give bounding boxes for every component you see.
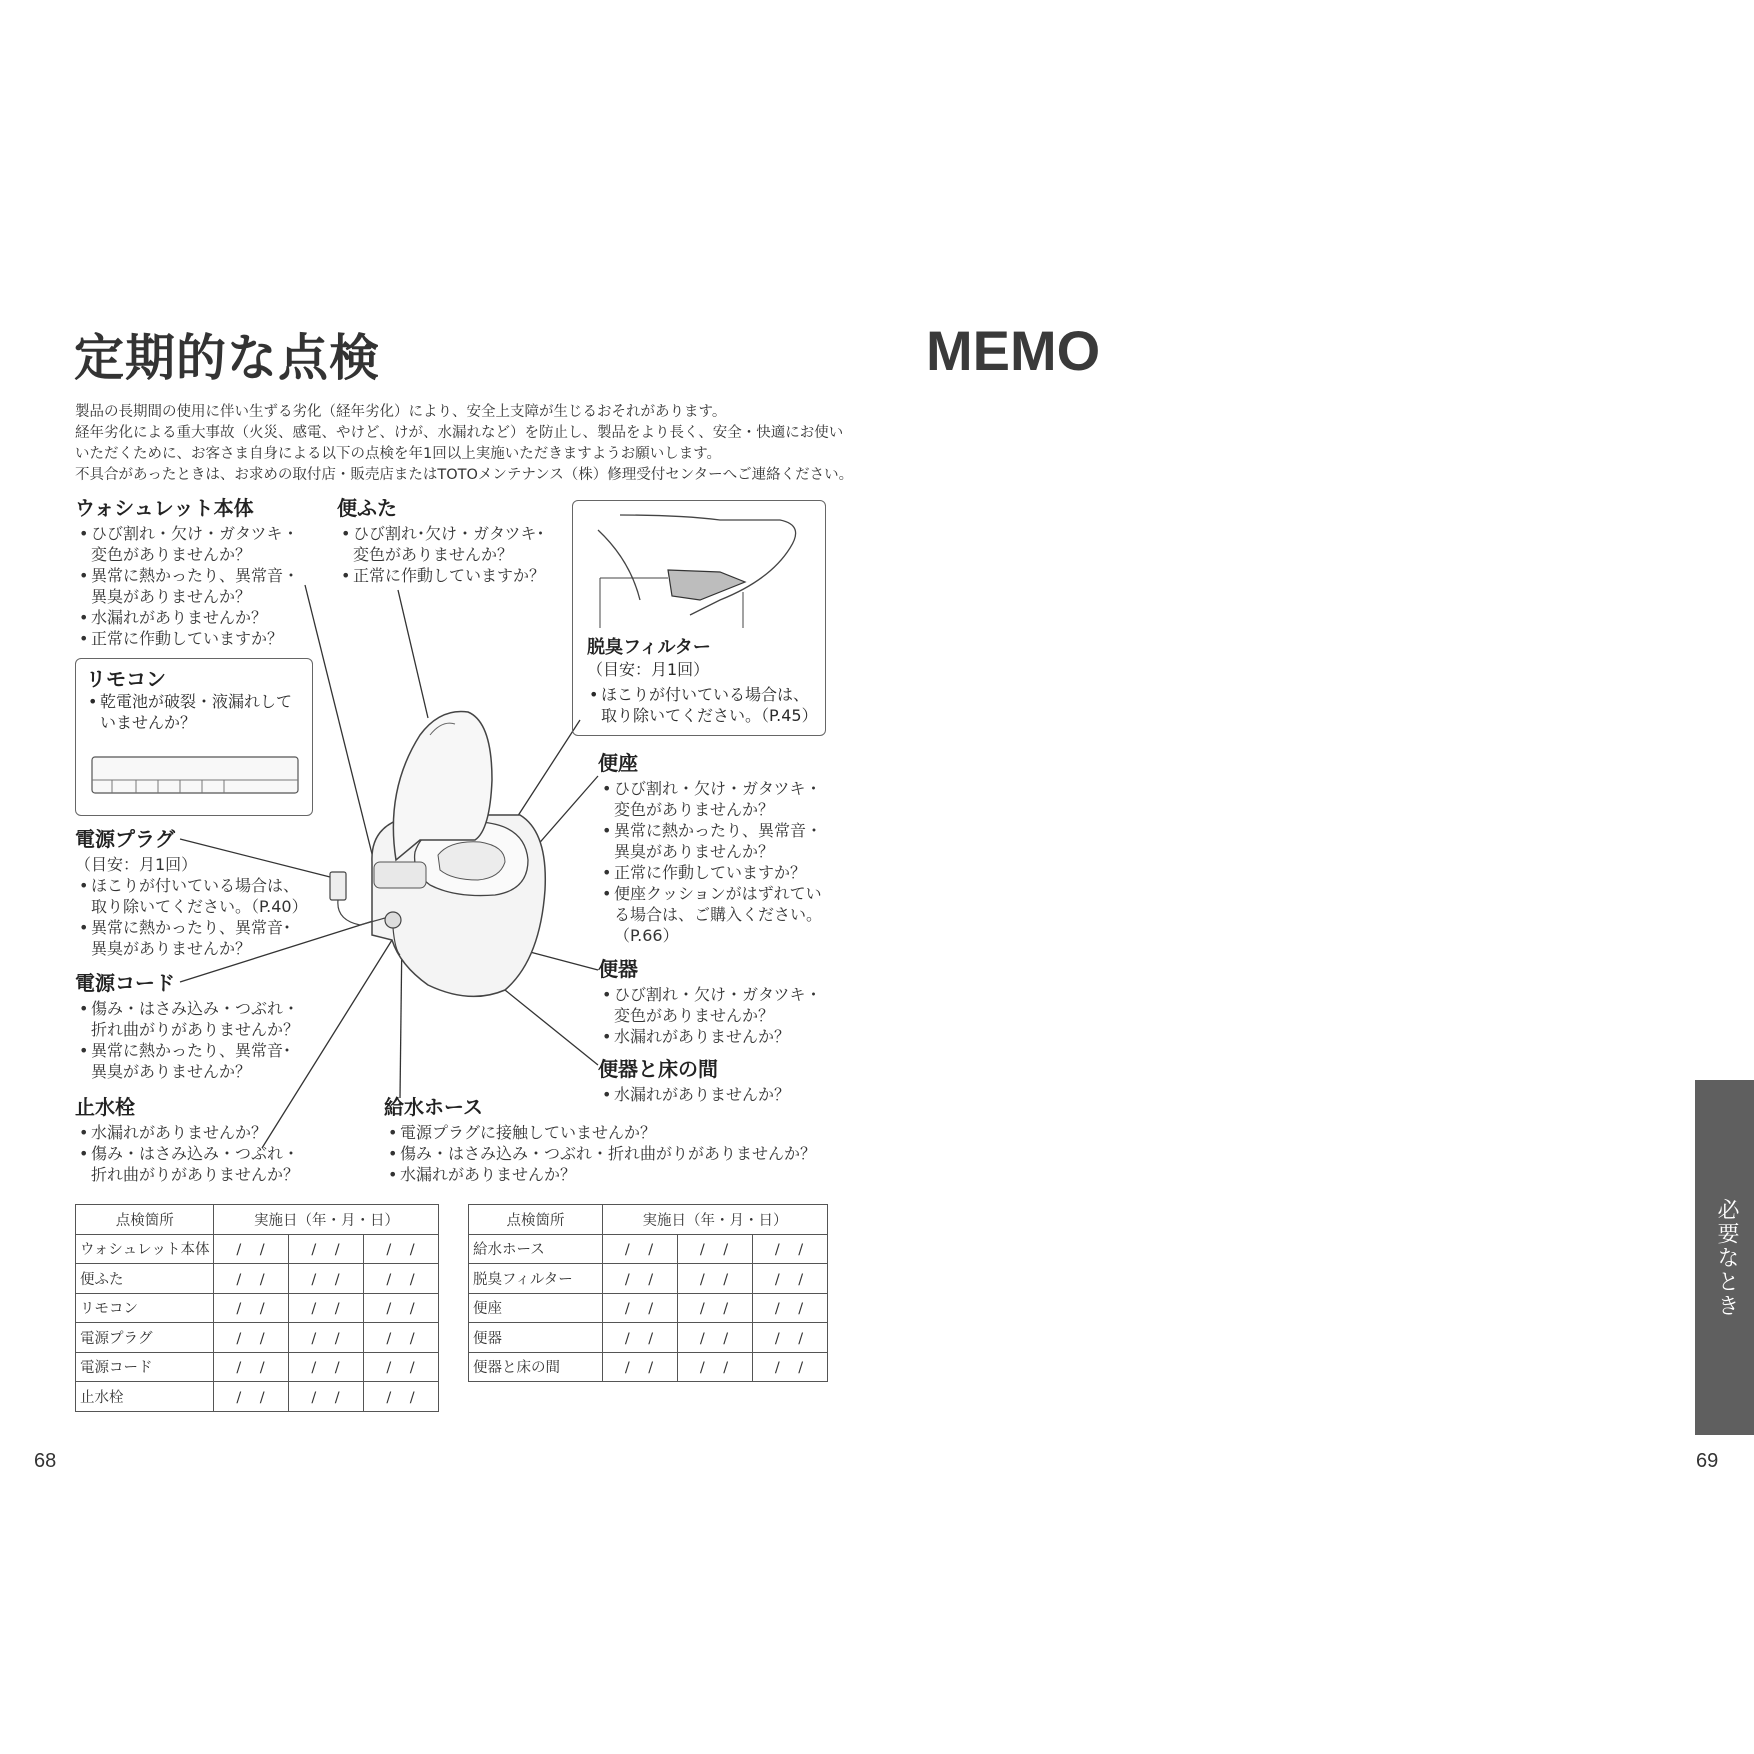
date-cell[interactable]: / / <box>364 1352 439 1382</box>
check-item: • 乾電池が破裂・液漏れして いませんか？ <box>86 691 292 733</box>
check-item: • ひび割れ･欠け・ガタツキ･ 変色がありませんか？ <box>337 523 545 565</box>
check-item: • ひび割れ・欠け・ガタツキ・ 変色がありませんか？ <box>75 523 299 565</box>
date-cell[interactable]: / / <box>289 1323 364 1353</box>
intro-line: いただくために、お客さま自身による以下の点検を年1回以上実施いただきますようお願いします。 <box>75 446 722 462</box>
check-item: • 傷み・はさみ込み・つぶれ・折れ曲がりがありませんか？ <box>384 1143 816 1164</box>
section-heading: 便座 <box>598 751 638 775</box>
intro-line: 製品の長期間の使用に伴い生ずる劣化（経年劣化）により、安全上支障が生じるおそれがあります。 <box>75 404 727 420</box>
check-item: • 水漏れがありませんか？ <box>75 607 299 628</box>
leader-bowl <box>530 952 598 970</box>
power-plug-icon <box>330 872 346 900</box>
date-cell[interactable]: / / <box>364 1264 439 1294</box>
date-cell[interactable]: / / <box>603 1352 678 1382</box>
table-header-place: 点検箇所 <box>469 1205 603 1235</box>
date-cell[interactable]: / / <box>289 1352 364 1382</box>
date-cell[interactable]: / / <box>753 1234 828 1264</box>
section-heading: 便器 <box>598 957 638 981</box>
date-cell[interactable]: / / <box>214 1234 289 1264</box>
leader-floor <box>505 990 598 1065</box>
inspection-table-right <box>468 1204 828 1382</box>
check-item: • ひび割れ・欠け・ガタツキ・ 変色がありませんか？ <box>598 778 822 820</box>
check-item: • 水漏れがありませんか？ <box>75 1122 299 1143</box>
section-heading: 電源コード <box>75 971 175 995</box>
date-cell[interactable]: / / <box>364 1382 439 1412</box>
date-cell[interactable]: / / <box>289 1264 364 1294</box>
table-row: 便ふた / / / / / / <box>76 1264 439 1294</box>
section-seat <box>598 750 822 946</box>
check-item: • 正常に作動していますか？ <box>337 565 545 586</box>
table-row: 給水ホース / / / / / / <box>469 1234 828 1264</box>
date-cell[interactable]: / / <box>603 1323 678 1353</box>
check-item: • 水漏れがありませんか？ <box>598 1026 822 1047</box>
date-cell[interactable]: / / <box>603 1234 678 1264</box>
check-item: • 正常に作動していますか？ <box>598 862 822 883</box>
check-item: • 水漏れがありませんか？ <box>598 1084 790 1105</box>
check-item: • 傷み・はさみ込み・つぶれ・ 折れ曲がりがありませんか？ <box>75 998 299 1040</box>
leader-washlet <box>305 585 374 862</box>
date-cell[interactable]: / / <box>214 1323 289 1353</box>
date-cell[interactable]: / / <box>214 1382 289 1412</box>
page-title-left: 定期的な点検 <box>74 329 380 387</box>
table-row: 止水栓 / / / / / / <box>76 1382 439 1412</box>
date-cell[interactable]: / / <box>364 1323 439 1353</box>
table-row: リモコン / / / / / / <box>76 1293 439 1323</box>
date-cell[interactable]: / / <box>214 1264 289 1294</box>
section-cord <box>75 970 299 1082</box>
check-item: • ほこりが付いている場合は、 取り除いてください。（P.40） <box>75 875 308 917</box>
toilet-lid <box>393 711 492 860</box>
date-cell[interactable]: / / <box>678 1293 753 1323</box>
section-heading: ウォシュレット本体 <box>75 496 254 520</box>
date-cell[interactable]: / / <box>214 1293 289 1323</box>
section-interval: （目安：月1回） <box>75 855 198 874</box>
date-cell[interactable]: / / <box>603 1293 678 1323</box>
washlet-unit <box>374 862 426 888</box>
date-cell[interactable]: / / <box>678 1264 753 1294</box>
side-tab-label: 必要なとき <box>1714 1198 1739 1318</box>
section-bowl <box>598 956 822 1047</box>
check-item: • ひび割れ・欠け・ガタツキ・ 変色がありませんか？ <box>598 984 822 1026</box>
check-item: • 異常に熱かったり、異常音･ 異臭がありませんか？ <box>75 1040 299 1082</box>
table-row: 便器 / / / / / / <box>469 1323 828 1353</box>
section-plug <box>75 826 308 959</box>
table-row: ウォシュレット本体 / / / / / / <box>76 1234 439 1264</box>
page-number-left: 68 <box>34 1450 57 1472</box>
toilet-bowl-opening <box>438 842 505 880</box>
section-washlet <box>75 495 299 649</box>
section-heading: 止水栓 <box>75 1095 135 1119</box>
water-valve-icon <box>385 912 401 928</box>
check-item: • ほこりが付いている場合は、 取り除いてください。（P.45） <box>587 684 818 726</box>
date-cell[interactable]: / / <box>364 1234 439 1264</box>
table-row: 脱臭フィルター / / / / / / <box>469 1264 828 1294</box>
toilet-illustration <box>330 711 545 996</box>
table-header-date: 実施日（年・月・日） <box>603 1205 828 1235</box>
table-row: 便座 / / / / / / <box>469 1293 828 1323</box>
table-row: 電源プラグ / / / / / / <box>76 1323 439 1353</box>
date-cell[interactable]: / / <box>289 1234 364 1264</box>
date-cell[interactable]: / / <box>678 1352 753 1382</box>
date-cell[interactable]: / / <box>753 1352 828 1382</box>
table-row: 電源コード / / / / / / <box>76 1352 439 1382</box>
section-remote <box>75 658 313 816</box>
section-heading: リモコン <box>86 667 166 691</box>
section-heading: 電源プラグ <box>75 827 175 851</box>
section-hose <box>384 1094 816 1185</box>
date-cell[interactable]: / / <box>603 1264 678 1294</box>
check-item: • 傷み・はさみ込み・つぶれ・ 折れ曲がりがありませんか？ <box>75 1143 299 1185</box>
check-item: • 異常に熱かったり、異常音・ 異臭がありませんか？ <box>598 820 822 862</box>
check-item: • 異常に熱かったり、異常音･ 異臭がありませんか？ <box>75 917 308 959</box>
intro-line: 不具合があったときは、お求めの取付店・販売店またはTOTOメンテナンス（株）修理受付センターへご連絡ください。 <box>75 467 854 483</box>
check-item: • 水漏れがありませんか？ <box>384 1164 816 1185</box>
inspection-table-left <box>75 1204 439 1412</box>
page-number-right: 69 <box>1696 1450 1719 1472</box>
intro-line: 経年劣化による重大事故（火災、感電、やけど、けが、水漏れなど）を防止し、製品をより長く、安全・快適にお使い <box>75 425 844 441</box>
check-item: • 異常に熱かったり、異常音・ 異臭がありませんか？ <box>75 565 299 607</box>
page-title-memo: MEMO <box>926 319 1101 382</box>
section-interval: （目安：月1回） <box>587 660 710 679</box>
date-cell[interactable]: / / <box>289 1382 364 1412</box>
section-heading: 脱臭フィルター <box>587 637 711 658</box>
check-item: • 電源プラグに接触していませんか？ <box>384 1122 816 1143</box>
date-cell[interactable]: / / <box>214 1352 289 1382</box>
section-filter <box>572 500 826 736</box>
date-cell[interactable]: / / <box>364 1293 439 1323</box>
section-lid <box>337 495 545 586</box>
table-header-place: 点検箇所 <box>76 1205 214 1235</box>
date-cell[interactable]: / / <box>678 1234 753 1264</box>
date-cell[interactable]: / / <box>289 1293 364 1323</box>
table-row: 便器と床の間 / / / / / / <box>469 1352 828 1382</box>
date-cell[interactable]: / / <box>753 1323 828 1353</box>
side-tab[interactable] <box>1695 1080 1754 1435</box>
date-cell[interactable]: / / <box>753 1264 828 1294</box>
date-cell[interactable]: / / <box>753 1293 828 1323</box>
date-cell[interactable]: / / <box>678 1323 753 1353</box>
check-item: • 便座クッションがはずれてい る場合は、ご購入ください。 （P.66） <box>598 883 822 946</box>
section-heading: 便器と床の間 <box>598 1057 718 1081</box>
section-heading: 便ふた <box>337 496 397 520</box>
section-heading: 給水ホース <box>384 1095 483 1119</box>
section-valve <box>75 1094 299 1185</box>
check-item: • 正常に作動していますか？ <box>75 628 299 649</box>
leader-lid <box>398 590 428 718</box>
table-header-date: 実施日（年・月・日） <box>214 1205 439 1235</box>
